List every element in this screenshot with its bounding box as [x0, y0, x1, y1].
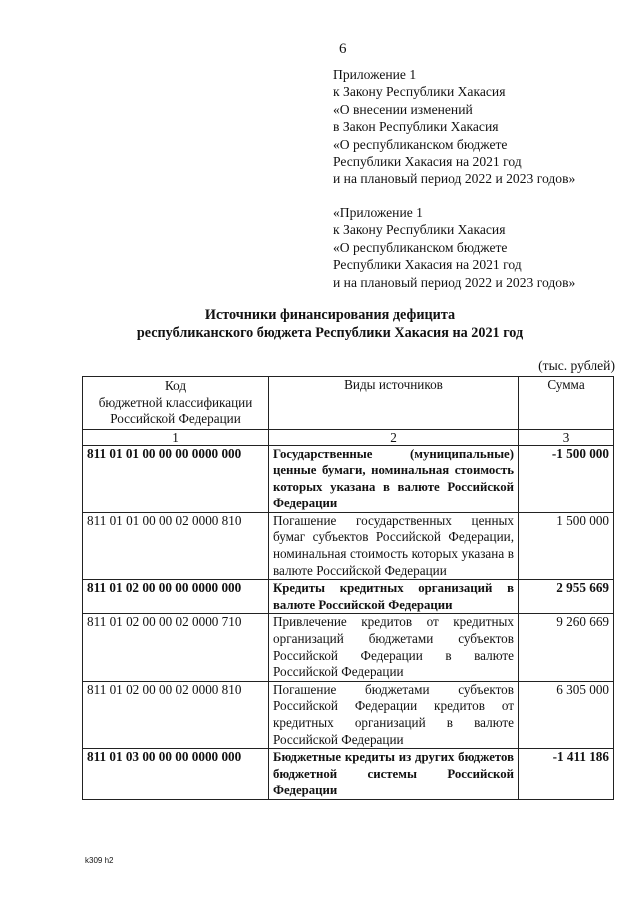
- row-name: Погашение бюджетами субъектов Российской Федерации кредитов от кредитных организаций в валюте Российской Федерации: [269, 681, 519, 748]
- row-name: Погашение государственных ценных бумаг субъектов Российской Федерации, номинальная стоимость которых указана в валюте Российской Федерации: [269, 512, 519, 579]
- appendix-line: к Закону Республики Хакасия: [333, 84, 506, 100]
- title-line-1: Источники финансирования дефицита: [204, 307, 456, 323]
- header-sum: Сумма: [519, 377, 614, 430]
- title-line-2: республиканского бюджета Республики Хакасия на 2021 год: [136, 325, 524, 341]
- appendix-line: Приложение 1: [333, 67, 417, 82]
- header-code-line: Код: [164, 378, 187, 393]
- appendix-line: «Приложение 1: [333, 205, 423, 220]
- appendix-line: Республики Хакасия на 2021 год: [333, 257, 522, 273]
- column-number: 2: [269, 429, 519, 445]
- row-sum: -1 500 000: [519, 445, 614, 512]
- appendix-line: «О внесении изменений: [333, 101, 473, 117]
- appendix-line: и на плановый период 2022 и 2023 годов»: [333, 274, 576, 290]
- table-header-row: [83, 377, 614, 430]
- row-sum: 2 955 669: [519, 580, 614, 614]
- appendix-line: «О республиканском бюджете: [333, 239, 508, 255]
- header-name: Виды источников: [269, 377, 519, 430]
- row-sum: -1 411 186: [519, 749, 614, 800]
- appendix-line: в Закон Республики Хакасия: [333, 119, 499, 135]
- row-code: 811 01 02 00 00 02 0000 810: [83, 681, 269, 748]
- row-name: Привлечение кредитов от кредитных организаций бюджетами субъектов Российской Федерации в валюте Российской Федерации: [269, 614, 519, 681]
- appendix-line: к Закону Республики Хакасия: [333, 222, 506, 238]
- column-number: 3: [519, 429, 614, 445]
- table-row: [83, 445, 614, 512]
- row-name: Бюджетные кредиты из других бюджетов бюджетной системы Российской Федерации: [269, 749, 519, 800]
- table-row: [83, 681, 614, 748]
- row-code: 811 01 02 00 00 00 0000 000: [83, 580, 269, 614]
- header-code-line: бюджетной классификации: [98, 394, 253, 410]
- units-label: (тыс. рублей): [538, 358, 615, 373]
- row-sum: 1 500 000: [519, 512, 614, 579]
- table-row: [83, 580, 614, 614]
- row-name: Государственные (муниципальные) ценные бумаги, номинальная стоимость которых указана в валюте Российской Федерации: [269, 445, 519, 512]
- column-number: 1: [83, 429, 269, 445]
- page-number: 6: [339, 41, 347, 57]
- row-sum: 6 305 000: [519, 681, 614, 748]
- appendix-header-inner: [333, 204, 575, 291]
- table-row: [83, 512, 614, 579]
- document-title: [60, 306, 600, 342]
- footer-code: k309 h2: [85, 856, 114, 865]
- appendix-line: «О республиканском бюджете: [333, 136, 508, 152]
- table-row: [83, 614, 614, 681]
- row-code: 811 01 02 00 00 02 0000 710: [83, 614, 269, 681]
- appendix-line: и на плановый период 2022 и 2023 годов»: [333, 171, 576, 187]
- header-code: [83, 377, 269, 430]
- table-row: [83, 749, 614, 800]
- row-code: 811 01 03 00 00 00 0000 000: [83, 749, 269, 800]
- row-name: Кредиты кредитных организаций в валюте Российской Федерации: [269, 580, 519, 614]
- row-code: 811 01 01 00 00 02 0000 810: [83, 512, 269, 579]
- row-code: 811 01 01 00 00 00 0000 000: [83, 445, 269, 512]
- appendix-line: Республики Хакасия на 2021 год: [333, 154, 522, 170]
- appendix-header-outer: [333, 66, 575, 188]
- header-code-line: Российской Федерации: [110, 411, 241, 426]
- column-number-row: [83, 429, 614, 445]
- financing-sources-table: [82, 376, 614, 800]
- row-sum: 9 260 669: [519, 614, 614, 681]
